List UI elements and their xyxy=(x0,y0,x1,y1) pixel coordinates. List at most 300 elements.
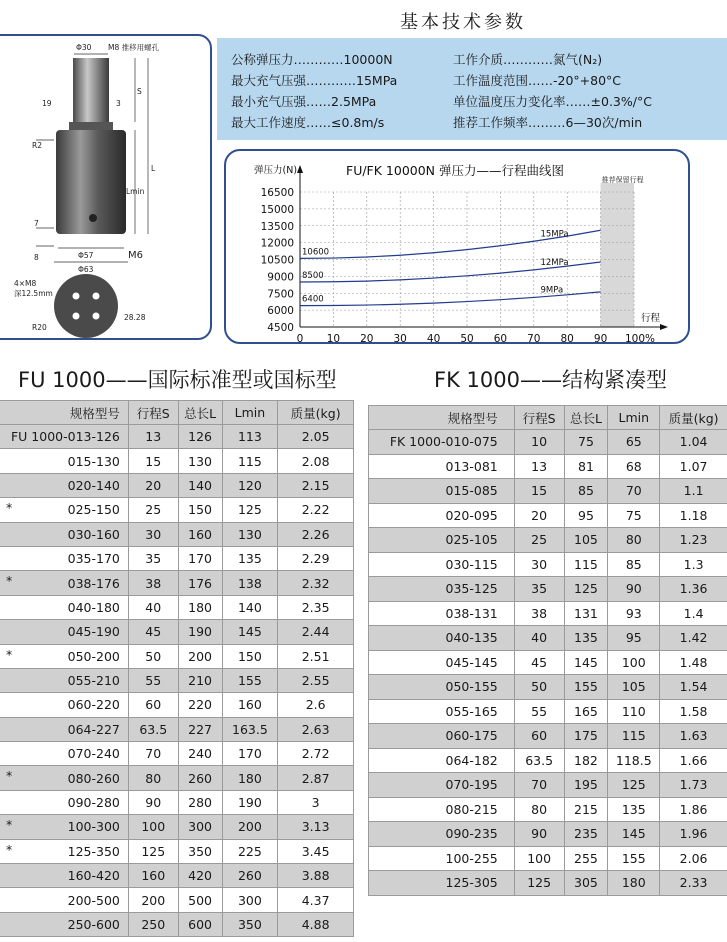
table-cell-kg xyxy=(278,790,354,814)
cell-text: 025-105 xyxy=(445,532,498,548)
y-tick-label: 9000 xyxy=(267,271,294,284)
fk-section-title: FK 1000——结构紧凑型 xyxy=(434,368,667,392)
table-cell-lmin xyxy=(608,675,660,700)
cell-text: 030-160 xyxy=(67,526,120,542)
table-row xyxy=(0,571,354,595)
table-row xyxy=(0,522,354,546)
table-cell-lmin xyxy=(222,620,278,644)
table-row xyxy=(0,766,354,790)
cell-text: 75 xyxy=(625,507,642,523)
table-cell-lmin xyxy=(222,839,278,863)
table-cell-s xyxy=(514,822,564,847)
table-cell-lmin xyxy=(222,449,278,473)
table-cell-lmin xyxy=(608,626,660,651)
table-cell-kg xyxy=(660,748,727,773)
cell-text: 125 xyxy=(574,581,598,597)
dim-label: 19 xyxy=(42,99,52,108)
table-cell-kg xyxy=(278,693,354,717)
cell-text: 125-305 xyxy=(445,875,498,891)
table-cell-l xyxy=(564,724,608,749)
cell-text: 2.15 xyxy=(301,477,330,493)
header-cell: 质量(kg) xyxy=(278,401,354,425)
table-cell-lmin xyxy=(222,644,278,668)
cell-text: 15 xyxy=(531,483,548,499)
cell-text: 064-227 xyxy=(67,721,120,737)
cell-text: 100 xyxy=(621,654,646,670)
table-row xyxy=(0,790,354,814)
header-cell: 规格型号 xyxy=(0,401,128,425)
dim-label: 深12.5mm xyxy=(14,289,53,298)
table-cell-s xyxy=(514,503,564,528)
table-cell-l xyxy=(178,620,222,644)
table-cell-model xyxy=(369,699,515,724)
cell-text: 045-145 xyxy=(445,654,498,670)
table-cell-lmin xyxy=(222,693,278,717)
table-row xyxy=(369,479,727,504)
cell-text: FK 1000-010-075 xyxy=(389,434,498,450)
table-cell-l xyxy=(178,864,222,888)
cell-text: 1.04 xyxy=(679,434,708,450)
table-cell-kg xyxy=(278,522,354,546)
table-row xyxy=(369,503,727,528)
bottom-view xyxy=(54,274,118,338)
table-cell-kg xyxy=(660,503,727,528)
table-cell-lmin xyxy=(608,822,660,847)
cell-text: 95 xyxy=(625,630,642,646)
table-row xyxy=(0,888,354,912)
table-cell-lmin xyxy=(608,454,660,479)
table-cell-model xyxy=(0,449,128,473)
table-cell-l xyxy=(178,571,222,595)
param-item: 单位温度压力变化率……±0.3%/°C xyxy=(453,94,652,109)
table-cell-lmin xyxy=(222,595,278,619)
table-row xyxy=(0,498,354,522)
cell-text: 2.33 xyxy=(679,875,708,891)
cylinder-drawing-svg xyxy=(0,36,214,342)
table-cell-s xyxy=(514,797,564,822)
cell-text: 50 xyxy=(531,679,548,695)
y-axis-arrow xyxy=(297,165,303,173)
table-cell-kg xyxy=(660,430,727,455)
table-cell-kg xyxy=(660,454,727,479)
cell-text: 350 xyxy=(237,917,262,932)
table-cell-lmin xyxy=(608,552,660,577)
table-cell-kg xyxy=(278,498,354,522)
table-cell-model xyxy=(0,668,128,692)
recommended-star: * xyxy=(6,841,13,857)
cell-text: 145 xyxy=(574,654,598,670)
table-cell-kg xyxy=(660,675,727,700)
cell-text: 138 xyxy=(237,575,262,591)
table-cell-s xyxy=(128,522,178,546)
table-cell-l xyxy=(178,522,222,546)
table-cell-model xyxy=(369,503,515,528)
table-cell-kg xyxy=(278,888,354,912)
table-cell-l xyxy=(178,717,222,741)
table-row xyxy=(369,552,727,577)
cell-text: 85 xyxy=(625,556,642,572)
cell-text: 260 xyxy=(188,770,213,786)
dim-label: 4×M8 xyxy=(14,279,37,288)
table-cell-s xyxy=(514,626,564,651)
cell-text: 250 xyxy=(141,917,166,932)
table-cell-lmin xyxy=(608,724,660,749)
table-cell-kg xyxy=(660,724,727,749)
table-cell-s xyxy=(128,864,178,888)
table-cell-l xyxy=(564,430,608,455)
table-cell-s xyxy=(514,675,564,700)
table-cell-lmin xyxy=(222,815,278,839)
cell-text: 38 xyxy=(531,605,548,621)
table-cell-model xyxy=(0,595,128,619)
cell-text: 93 xyxy=(625,605,642,621)
table-cell-model xyxy=(0,546,128,570)
table-row xyxy=(0,693,354,717)
cell-text: 3.45 xyxy=(301,843,330,859)
cell-text: 105 xyxy=(621,679,646,695)
cell-text: 125 xyxy=(237,502,262,518)
table-cell-l xyxy=(564,773,608,798)
cell-text: 100-255 xyxy=(445,850,498,866)
table-row xyxy=(0,546,354,570)
table-cell-model xyxy=(369,430,515,455)
cell-text: 170 xyxy=(237,746,262,762)
table-cell-l xyxy=(564,479,608,504)
table-cell-l xyxy=(178,766,222,790)
table-cell-s xyxy=(128,742,178,766)
cell-text: FU 1000-013-126 xyxy=(10,429,120,445)
cell-text: 2.6 xyxy=(305,697,326,713)
table-cell-kg xyxy=(278,595,354,619)
table-row xyxy=(369,748,727,773)
cell-text: 1.18 xyxy=(679,507,708,523)
cell-text: 13 xyxy=(531,458,548,474)
cell-text: 195 xyxy=(574,777,598,793)
params-panel xyxy=(217,38,727,140)
table-cell-model xyxy=(0,693,128,717)
table-cell-lmin xyxy=(222,742,278,766)
cell-text: 055-210 xyxy=(67,673,120,689)
table-cell-l xyxy=(564,871,608,896)
table-row xyxy=(0,473,354,497)
table-cell-l xyxy=(564,577,608,602)
cell-text: 600 xyxy=(188,917,213,932)
reserve-stroke-label: 推荐保留行程 xyxy=(601,176,644,184)
table-cell-l xyxy=(564,846,608,871)
cell-text: 180 xyxy=(237,770,262,786)
table-cell-s xyxy=(128,888,178,912)
table-row xyxy=(369,846,727,871)
x-tick-label: 60 xyxy=(493,333,508,345)
cell-text: 1.63 xyxy=(679,728,708,744)
table-cell-kg xyxy=(660,871,727,896)
param-item: 公称弹压力…………10000N xyxy=(231,52,393,67)
param-item: 最大工作速度……≤0.8m/s xyxy=(231,115,385,130)
table-cell-model xyxy=(369,577,515,602)
technical-drawing xyxy=(0,34,212,340)
cell-text: 040-135 xyxy=(445,630,498,646)
table-cell-kg xyxy=(278,839,354,863)
cell-text: 35 xyxy=(531,581,548,597)
table-cell-lmin xyxy=(608,748,660,773)
y-tick-label: 6000 xyxy=(267,305,294,318)
table-cell-model xyxy=(369,650,515,675)
table-cell-lmin xyxy=(608,528,660,553)
recommended-star: * xyxy=(6,817,13,833)
cell-text: 050-200 xyxy=(67,648,120,664)
bolt-hole xyxy=(93,293,100,300)
table-cell-kg xyxy=(278,473,354,497)
y-tick-label: 4500 xyxy=(267,322,294,334)
x-tick-label: 30 xyxy=(393,333,407,345)
table-cell-kg xyxy=(278,571,354,595)
table-cell-lmin xyxy=(222,912,278,936)
table-cell-model xyxy=(0,766,128,790)
cell-text: 1.36 xyxy=(679,581,708,597)
table-cell-model xyxy=(369,724,515,749)
bolt-hole xyxy=(73,313,80,320)
cell-text: 090-235 xyxy=(445,826,498,842)
table-cell-l xyxy=(564,454,608,479)
cell-text: 115 xyxy=(574,556,598,572)
cell-text: 40 xyxy=(145,599,162,615)
table-cell-l xyxy=(178,644,222,668)
cell-text: 227 xyxy=(188,721,213,737)
table-cell-s xyxy=(128,668,178,692)
table-cell-kg xyxy=(278,815,354,839)
table-cell-s xyxy=(128,473,178,497)
table-row xyxy=(369,454,727,479)
table-cell-l xyxy=(564,626,608,651)
x-axis-label: 行程 xyxy=(640,313,660,324)
table-cell-lmin xyxy=(608,650,660,675)
table-cell-l xyxy=(178,668,222,692)
x-tick-label: 70 xyxy=(527,333,541,345)
table-row xyxy=(369,699,727,724)
table-row xyxy=(369,577,727,602)
table-cell-l xyxy=(564,601,608,626)
cell-text: 2.22 xyxy=(301,502,330,518)
recommended-star: * xyxy=(6,500,13,516)
table-cell-l xyxy=(564,650,608,675)
chart-svg xyxy=(226,151,690,344)
table-cell-kg xyxy=(660,577,727,602)
cell-text: 030-115 xyxy=(445,556,498,572)
y-tick-label: 15000 xyxy=(260,203,294,216)
table-cell-kg xyxy=(278,766,354,790)
cell-text: 10 xyxy=(531,434,548,450)
table-cell-model xyxy=(369,552,515,577)
cell-text: 090-280 xyxy=(67,795,120,811)
recommended-star: * xyxy=(6,646,13,662)
table-cell-l xyxy=(564,528,608,553)
fk-spec-table xyxy=(368,405,727,896)
header-cell: 行程S xyxy=(128,401,178,425)
table-row xyxy=(0,742,354,766)
table-cell-kg xyxy=(278,425,354,449)
table-cell-lmin xyxy=(222,766,278,790)
cell-text: 25 xyxy=(145,502,162,518)
y-tick-label: 16500 xyxy=(260,187,294,199)
cell-text: 55 xyxy=(531,703,548,719)
table-row xyxy=(0,864,354,888)
cell-text: 130 xyxy=(237,526,262,542)
cell-text: 025-150 xyxy=(67,502,120,518)
table-cell-l xyxy=(178,425,222,449)
table-row xyxy=(0,425,354,449)
table-cell-lmin xyxy=(608,846,660,871)
cell-text: 15 xyxy=(145,453,162,469)
table-cell-l xyxy=(178,790,222,814)
table-cell-lmin xyxy=(608,503,660,528)
table-cell-model xyxy=(0,522,128,546)
params-title: 基本技术参数 xyxy=(400,12,526,33)
dim-label: Lmin xyxy=(126,187,145,196)
table-cell-kg xyxy=(660,822,727,847)
force-stroke-chart xyxy=(224,149,690,344)
cell-text: 110 xyxy=(621,703,646,719)
dim-label: 8 xyxy=(34,253,39,262)
port-hole xyxy=(89,214,97,222)
cell-text: 160 xyxy=(237,697,262,713)
cell-text: 90 xyxy=(625,581,642,597)
cell-text: 160-420 xyxy=(67,868,120,884)
piston-rod xyxy=(73,58,109,122)
table-cell-kg xyxy=(660,773,727,798)
chart-layer xyxy=(254,163,668,344)
cell-text: 145 xyxy=(237,624,262,640)
table-cell-lmin xyxy=(608,479,660,504)
table-cell-s xyxy=(514,748,564,773)
table-cell-kg xyxy=(660,650,727,675)
cell-text: 060-220 xyxy=(67,697,120,713)
table-cell-kg xyxy=(278,546,354,570)
table-cell-lmin xyxy=(222,888,278,912)
cell-text: 050-155 xyxy=(445,679,498,695)
cell-text: 2.35 xyxy=(301,599,330,615)
cell-text: 1.07 xyxy=(679,458,708,474)
cell-text: 1.54 xyxy=(679,679,708,695)
table-cell-model xyxy=(0,790,128,814)
y-tick-label: 13500 xyxy=(260,220,294,233)
cell-text: 420 xyxy=(188,868,213,884)
table-cell-l xyxy=(564,552,608,577)
cell-text: 80 xyxy=(625,532,642,548)
table-cell-s xyxy=(514,724,564,749)
table-cell-s xyxy=(128,595,178,619)
table-cell-model xyxy=(0,864,128,888)
cell-text: 1.3 xyxy=(683,556,704,572)
cell-text: 70 xyxy=(531,777,548,793)
param-item: 推荐工作频率………6—30次/min xyxy=(453,115,643,130)
cell-text: 035-170 xyxy=(67,551,120,567)
cell-text: 2.55 xyxy=(301,673,330,689)
table-cell-s xyxy=(128,717,178,741)
table-row xyxy=(369,675,727,700)
cell-text: 1.86 xyxy=(679,801,708,817)
cell-text: 210 xyxy=(188,673,213,689)
cell-text: 20 xyxy=(145,477,162,493)
cell-text: 38 xyxy=(145,575,162,591)
cell-text: 125-350 xyxy=(67,843,120,859)
cell-text: 63.5 xyxy=(525,752,554,768)
cell-text: 65 xyxy=(625,434,642,450)
x-tick-label: 100% xyxy=(624,333,656,345)
cell-text: 100-300 xyxy=(67,819,120,835)
cell-text: 75 xyxy=(578,434,594,450)
table-cell-model xyxy=(0,498,128,522)
cell-text: 235 xyxy=(574,826,598,842)
cell-text: 170 xyxy=(188,551,213,567)
cell-text: 50 xyxy=(145,648,162,664)
cell-text: 63.5 xyxy=(139,721,168,737)
table-cell-s xyxy=(128,790,178,814)
table-row xyxy=(369,626,727,651)
cell-text: 115 xyxy=(621,728,646,744)
cell-text: 3.13 xyxy=(301,819,330,835)
cell-text: 2.63 xyxy=(301,721,330,737)
table-cell-kg xyxy=(278,742,354,766)
table-cell-s xyxy=(514,552,564,577)
cell-text: 70 xyxy=(625,483,642,499)
cell-text: 135 xyxy=(237,551,262,567)
table-cell-s xyxy=(514,601,564,626)
table-cell-lmin xyxy=(608,871,660,896)
table-cell-kg xyxy=(278,620,354,644)
table-cell-lmin xyxy=(608,430,660,455)
cell-text: 280 xyxy=(188,795,213,811)
table-cell-s xyxy=(514,650,564,675)
cell-text: 90 xyxy=(531,826,548,842)
bolt-hole xyxy=(93,313,100,320)
cell-text: 190 xyxy=(188,624,213,640)
table-row xyxy=(369,601,727,626)
cell-text: 125 xyxy=(527,875,552,891)
table-cell-l xyxy=(564,797,608,822)
cell-text: 90 xyxy=(145,795,162,811)
table-cell-model xyxy=(369,479,515,504)
series-start-label: 10600 xyxy=(302,247,330,258)
dim-label: R2 xyxy=(32,141,42,150)
table-cell-l xyxy=(178,546,222,570)
cell-text: 013-081 xyxy=(445,458,498,474)
x-axis-arrow xyxy=(660,324,668,330)
cell-text: 70 xyxy=(145,746,162,762)
cell-text: 100 xyxy=(527,850,552,866)
cell-text: 305 xyxy=(574,875,598,891)
cell-text: 125 xyxy=(141,843,166,859)
table-cell-l xyxy=(564,503,608,528)
cell-text: 30 xyxy=(531,556,548,572)
table-cell-s xyxy=(128,620,178,644)
cell-text: 130 xyxy=(188,453,213,469)
cell-text: 2.26 xyxy=(301,526,330,542)
cell-text: 2.05 xyxy=(301,429,330,445)
table-cell-lmin xyxy=(222,522,278,546)
cell-text: 300 xyxy=(237,892,262,908)
table-cell-kg xyxy=(278,449,354,473)
table-cell-lmin xyxy=(222,790,278,814)
cell-text: 070-195 xyxy=(445,777,498,793)
cell-text: 35 xyxy=(145,551,162,567)
table-cell-lmin xyxy=(222,668,278,692)
dim-label: Φ57 xyxy=(78,251,94,260)
table-cell-model xyxy=(369,601,515,626)
series-start-label: 8500 xyxy=(302,271,324,281)
table-cell-lmin xyxy=(222,498,278,522)
table-cell-kg xyxy=(660,699,727,724)
cell-text: 115 xyxy=(237,453,262,469)
